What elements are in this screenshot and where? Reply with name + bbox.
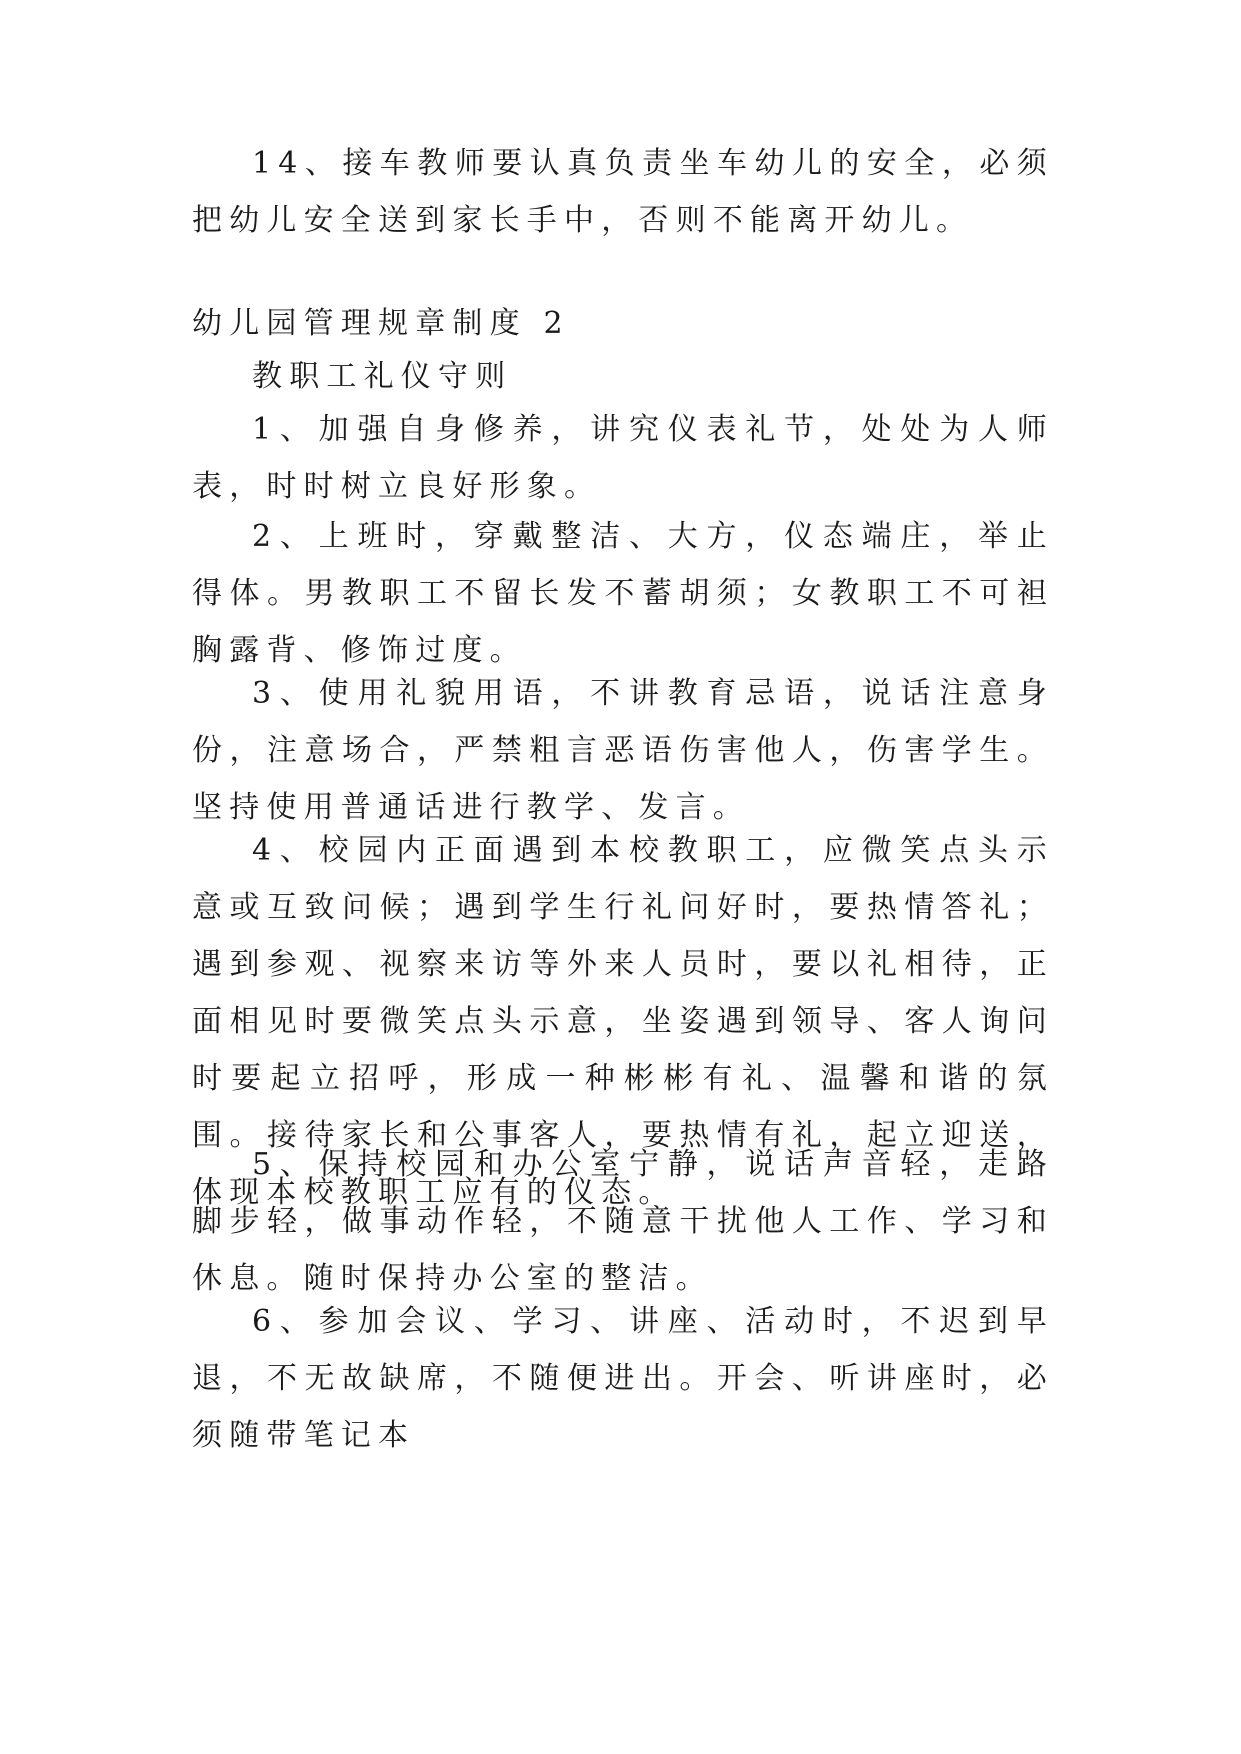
paragraph-item-4: 4、校园内正面遇到本校教职工，应微笑点头示意或互致问候；遇到学生行礼问好时，要热情答礼；遇到参观、视察来访等外来人员时，要以礼相待，正面相见时要微笑点头示意，坐姿遇到领导、客人询问时要起立招呼，形成一种彬彬有礼、温馨和谐的氛围。接待家长和公事客人，要热情有礼，起立迎送，体现本校教职工应有的仪态。: [192, 833, 1054, 1210]
paragraph-item-3: 3、使用礼貌用语，不讲教育忌语，说话注意身份，注意场合，严禁粗言恶语伤害他人，伤害学生。坚持使用普通话进行教学、发言。: [192, 676, 1054, 825]
paragraph-item-2: 2、上班时，穿戴整洁、大方，仪态端庄，举止得体。男教职工不留长发不蓄胡须；女教职工不可袒胸露背、修饰过度。: [192, 519, 1054, 668]
paragraph-item-6: 6、参加会议、学习、讲座、活动时，不迟到早退，不无故缺席，不随便进出。开会、听讲座时，必须随带笔记本: [192, 1304, 1054, 1453]
subtitle: 教职工礼仪守则: [252, 359, 513, 394]
section-title: 幼儿园管理规章制度 2: [192, 306, 570, 341]
paragraph-item-1: 1、加强自身修养，讲究仪表礼节，处处为人师表，时时树立良好形象。: [192, 412, 1054, 504]
paragraph-item-5: 5、保持校园和办公室宁静，说话声音轻，走路脚步轻，做事动作轻，不随意干扰他人工作、学习和休息。随时保持办公室的整洁。: [192, 1147, 1054, 1296]
paragraph-item-14: 14、接车教师要认真负责坐车幼儿的安全，必须把幼儿安全送到家长手中，否则不能离开幼儿。: [192, 146, 1054, 238]
